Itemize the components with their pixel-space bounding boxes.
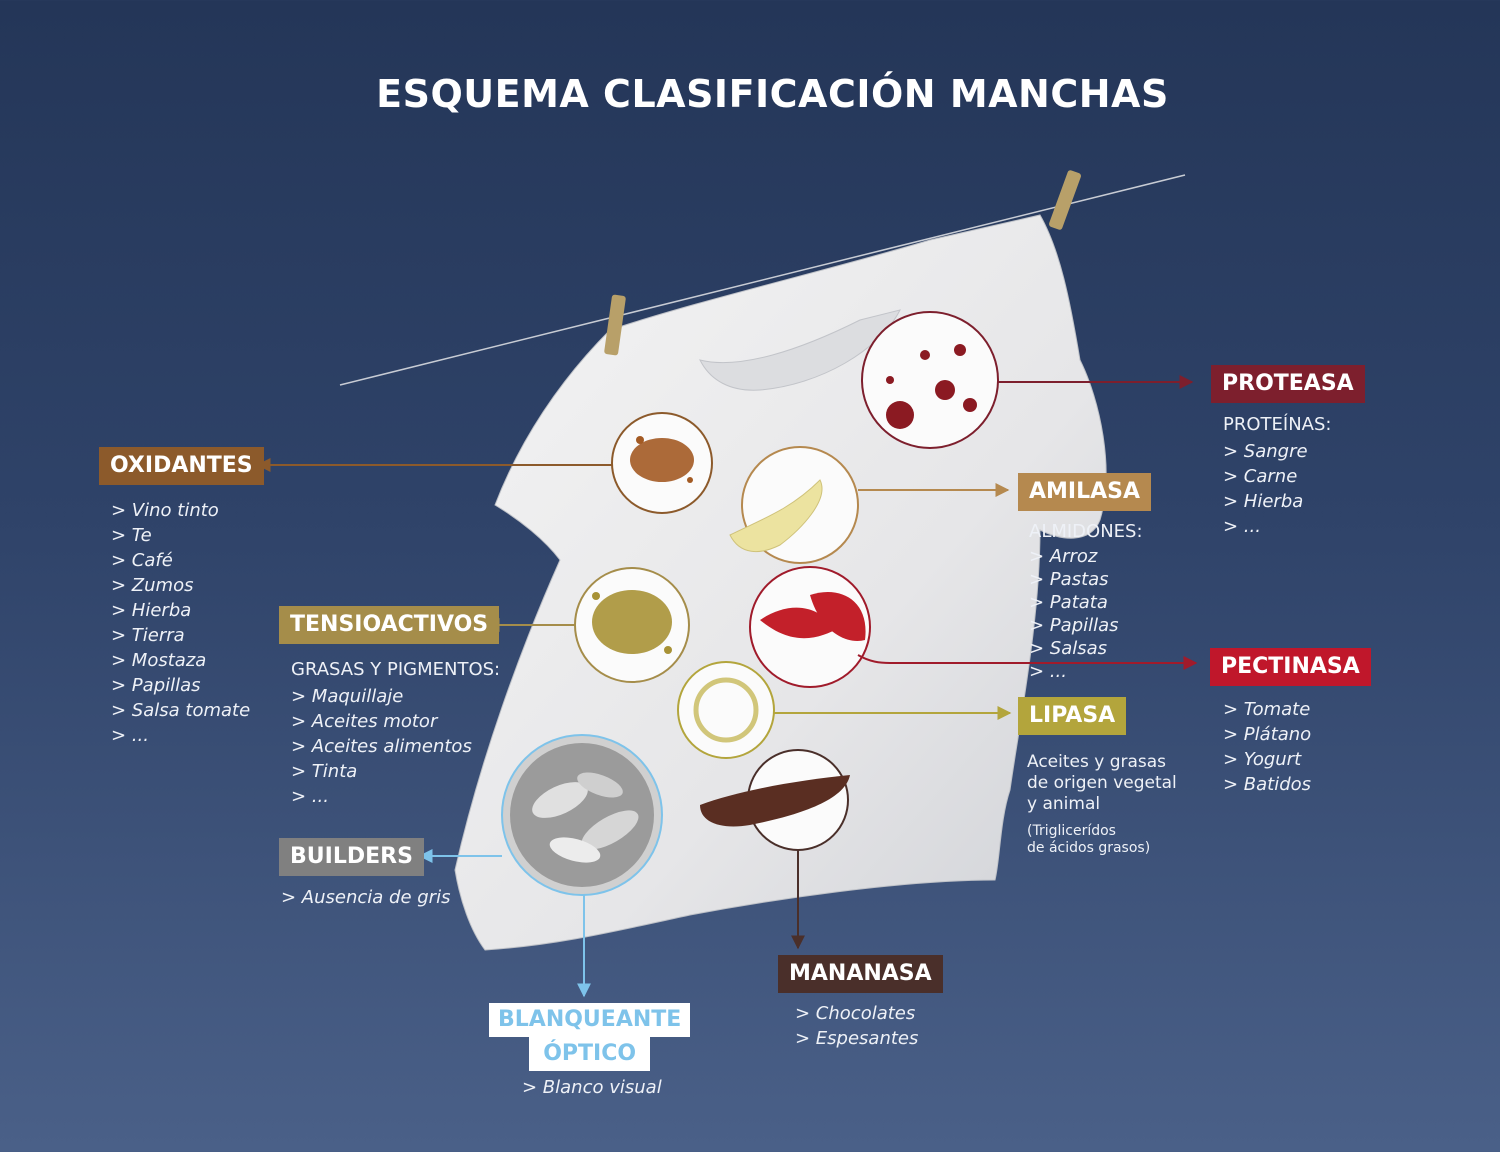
tag-mananasa: MANANASA	[778, 955, 943, 993]
list-amilasa	[1029, 520, 1143, 683]
list-item: > Aceites motor	[291, 711, 438, 732]
list-item: > Sangre	[1223, 441, 1308, 462]
lipasa-note-line: de ácidos grasos)	[1027, 840, 1151, 856]
list-item: > Salsas	[1029, 638, 1108, 659]
list-mananasa	[795, 1001, 918, 1051]
list-item: > Tierra	[111, 625, 185, 646]
lipasa-description	[1027, 752, 1177, 815]
list-item: > Patata	[1029, 592, 1108, 613]
tag-pectinasa: PECTINASA	[1210, 648, 1371, 686]
list-pectinasa	[1223, 697, 1311, 797]
list-item: > Zumos	[111, 575, 194, 596]
lipasa-description-line: y animal	[1027, 794, 1101, 814]
tag-blanqueante	[489, 1003, 690, 1071]
list-item: > Vino tinto	[111, 500, 219, 521]
list-item: > Salsa tomate	[111, 700, 251, 721]
stain-lipasa	[678, 662, 774, 758]
list-item: > Maquillaje	[291, 686, 404, 707]
tag-amilasa: AMILASA	[1018, 473, 1151, 511]
tag-oxidantes: OXIDANTES	[99, 447, 264, 485]
list-item: > Papillas	[111, 675, 201, 696]
list-item: > Carne	[1223, 466, 1298, 487]
list-heading: ALMIDONES:	[1029, 521, 1143, 542]
lipasa-note	[1027, 823, 1150, 857]
list-heading: GRASAS Y PIGMENTOS:	[291, 659, 501, 680]
tag-proteasa: PROTEASA	[1211, 365, 1365, 403]
tag-tensioactivos: TENSIOACTIVOS	[279, 606, 499, 644]
clothespin-right	[1048, 169, 1082, 230]
lipasa-note-line: (Triglicerídos	[1027, 823, 1116, 839]
list-tensioactivos	[291, 657, 500, 809]
list-item: > Hierba	[1223, 491, 1304, 512]
stain-tensioactivos	[575, 568, 689, 682]
list-heading: PROTEÍNAS:	[1223, 414, 1332, 435]
list-item: > Hierba	[111, 600, 192, 621]
list-item: > Ausencia de gris	[281, 887, 451, 908]
list-item: > ...	[1029, 661, 1067, 682]
list-oxidantes	[111, 498, 250, 748]
list-item: > Aceites alimentos	[291, 736, 472, 757]
list-item: > Tomate	[1223, 699, 1311, 720]
list-blanqueante	[522, 1075, 662, 1100]
list-proteasa	[1223, 412, 1331, 539]
stain-builders	[502, 735, 662, 895]
list-item: > Espesantes	[795, 1028, 919, 1049]
list-item: > Te	[111, 525, 152, 546]
list-item: > Blanco visual	[522, 1077, 662, 1098]
diagram-title: ESQUEMA CLASIFICACIÓN MANCHAS	[376, 72, 1169, 116]
list-item: > Pastas	[1029, 569, 1109, 590]
list-item: > Arroz	[1029, 546, 1098, 567]
list-item: > Chocolates	[795, 1003, 916, 1024]
tag-builders: BUILDERS	[279, 838, 424, 876]
tag-blanqueante-line1: BLANQUEANTE	[489, 1003, 690, 1037]
lipasa-description-line: Aceites y grasas	[1027, 752, 1167, 772]
stain-oxidantes	[612, 413, 712, 513]
list-item: > ...	[111, 725, 149, 746]
list-item: > Papillas	[1029, 615, 1119, 636]
list-item: > Mostaza	[111, 650, 207, 671]
tag-blanqueante-line2: ÓPTICO	[529, 1037, 650, 1071]
stain-proteasa	[862, 312, 998, 448]
list-builders	[281, 885, 450, 910]
list-item: > Café	[111, 550, 173, 571]
list-item: > ...	[1223, 516, 1261, 537]
list-item: > Plátano	[1223, 724, 1312, 745]
list-item: > ...	[291, 786, 329, 807]
list-item: > Batidos	[1223, 774, 1312, 795]
stain-pectinasa	[750, 567, 870, 687]
tag-lipasa: LIPASA	[1018, 697, 1126, 735]
list-item: > Tinta	[291, 761, 358, 782]
list-item: > Yogurt	[1223, 749, 1302, 770]
lipasa-description-line: de origen vegetal	[1027, 773, 1177, 793]
